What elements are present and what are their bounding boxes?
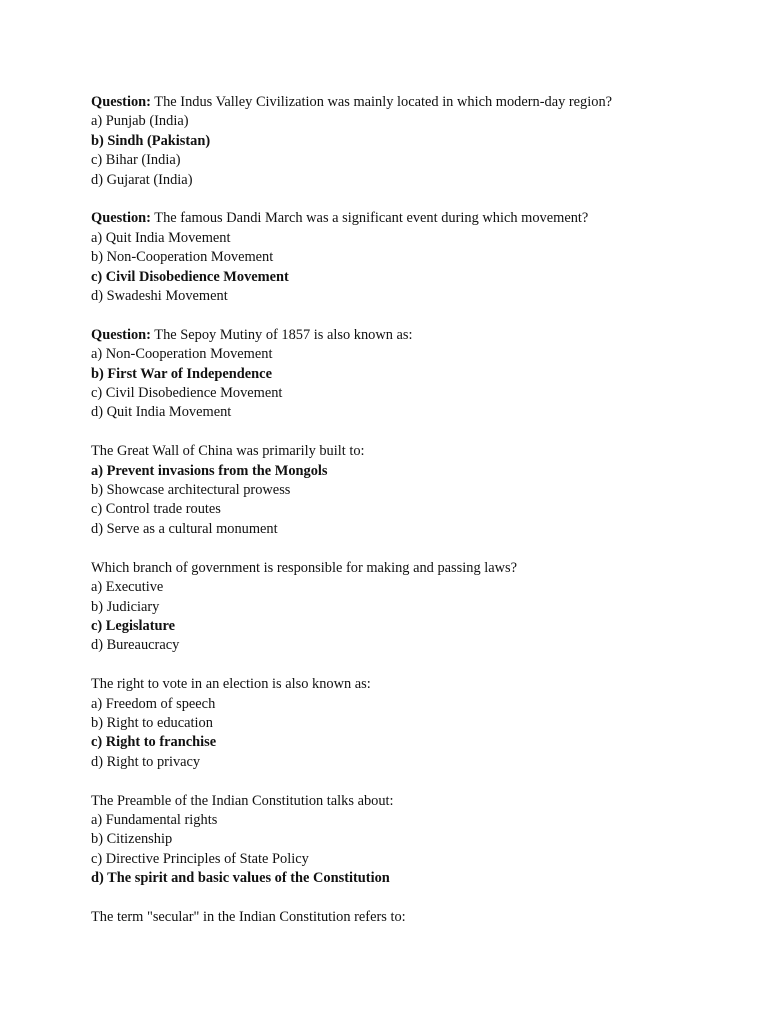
question-stem: The Sepoy Mutiny of 1857 is also known as:: [150, 326, 413, 343]
question-block: [91, 792, 751, 889]
question-stem: Which branch of government is responsible for making and passing laws?: [91, 559, 518, 576]
correct-answer-option: a) Prevent invasions from the Mongols: [91, 462, 328, 479]
answer-option: d) Serve as a cultural monument: [91, 520, 278, 537]
answer-option: b) Right to education: [91, 714, 213, 731]
question-label: Question:: [91, 326, 151, 343]
answer-option: b) Non-Cooperation Movement: [91, 249, 274, 266]
question-block: [91, 675, 751, 772]
answer-option: d) Bureaucracy: [91, 637, 180, 654]
answer-option: a) Non-Cooperation Movement: [91, 346, 273, 363]
question-text: [91, 675, 751, 694]
answer-option: d) Quit India Movement: [91, 404, 232, 421]
question-text: [91, 209, 751, 228]
question-stem: The term "secular" in the Indian Constitution refers to:: [91, 908, 406, 925]
answer-option: d) Gujarat (India): [91, 171, 193, 188]
answer-option: b) Showcase architectural prowess: [91, 482, 291, 499]
question-text: [91, 559, 751, 578]
question-block: [91, 326, 751, 423]
answer-option: d) Right to privacy: [91, 753, 201, 770]
question-block: [91, 559, 751, 656]
answer-option: d) Swadeshi Movement: [91, 288, 228, 305]
question-stem: The famous Dandi March was a significant event during which movement?: [150, 210, 589, 227]
question-stem: The right to vote in an election is also known as:: [91, 676, 371, 693]
correct-answer-option: c) Right to franchise: [91, 734, 217, 751]
answer-option: c) Civil Disobedience Movement: [91, 385, 283, 402]
document-page: [91, 93, 751, 947]
question-text: [91, 442, 751, 461]
correct-answer-option: b) First War of Independence: [91, 365, 272, 382]
answer-option: b) Judiciary: [91, 598, 160, 615]
question-text: [91, 908, 751, 927]
answer-option: c) Directive Principles of State Policy: [91, 850, 309, 867]
question-stem: The Great Wall of China was primarily built to:: [91, 443, 365, 460]
question-stem: The Preamble of the Indian Constitution talks about:: [91, 792, 394, 809]
answer-option: a) Quit India Movement: [91, 229, 231, 246]
question-block: [91, 209, 751, 306]
answer-option: a) Punjab (India): [91, 113, 189, 130]
question-block: [91, 93, 751, 190]
answer-option: b) Citizenship: [91, 831, 173, 848]
question-stem: The Indus Valley Civilization was mainly located in which modern-day region?: [150, 94, 613, 110]
answer-option: c) Bihar (India): [91, 152, 181, 169]
question-text: [91, 792, 751, 811]
correct-answer-option: b) Sindh (Pakistan): [91, 132, 211, 149]
question-block: [91, 908, 751, 927]
answer-option: a) Fundamental rights: [91, 811, 218, 828]
correct-answer-option: c) Legislature: [91, 617, 176, 634]
answer-option: a) Freedom of speech: [91, 695, 216, 712]
question-block: [91, 442, 751, 539]
correct-answer-option: d) The spirit and basic values of the Constitution: [91, 870, 390, 887]
answer-option: c) Control trade routes: [91, 501, 221, 518]
question-text: [91, 93, 751, 112]
answer-option: a) Executive: [91, 579, 164, 596]
question-label: Question:: [91, 94, 151, 110]
correct-answer-option: c) Civil Disobedience Movement: [91, 268, 289, 285]
question-label: Question:: [91, 210, 151, 227]
question-text: [91, 326, 751, 345]
